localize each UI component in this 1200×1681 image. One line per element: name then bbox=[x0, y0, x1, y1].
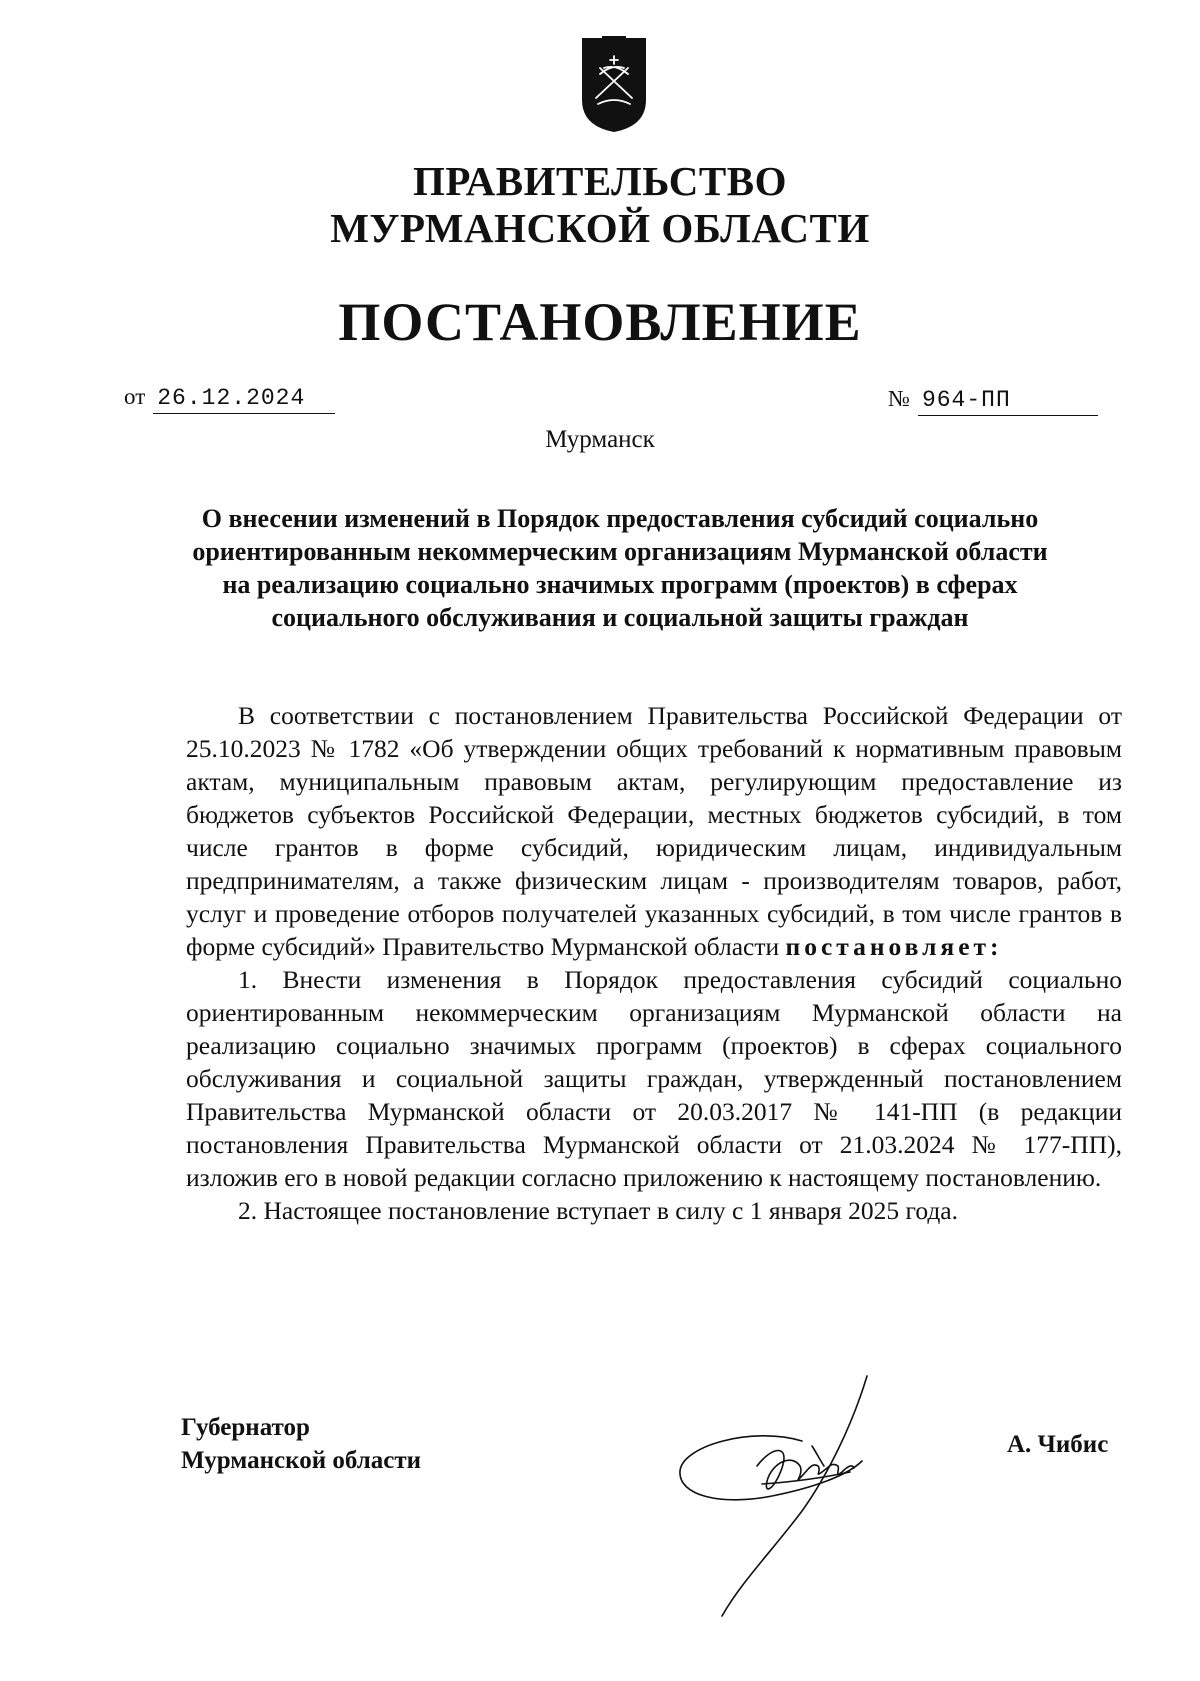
document-date-row bbox=[124, 382, 335, 414]
item-1: 1. Внести изменения в Порядок предоставления субсидий социально ориентированным некоммерческим организациям Мурманской области на реализацию социально значимых программ (проектов) в сферах социального обслуживания и социальной защиты граждан, утвержденный постановлением Правительства Мурманской области от 20.03.2017 № 141-ПП (в редакции постановления Правительства Мурманской области от 21.03.2024 № 177-ПП), изложив его в новой редакции согласно приложению к настоящему постановлению. bbox=[186, 965, 1122, 1192]
organization-name-line1: ПРАВИТЕЛЬСТВО bbox=[412, 158, 788, 204]
signature-icon bbox=[662, 1366, 932, 1636]
document-title: О внесении изменений в Порядок предоставления субсидий социально ориентированным некоммерческим организациям Мурманской области на реализацию социально значимых программ (проектов) в сферах социального обслуживания и социальной защиты граждан bbox=[192, 504, 1048, 632]
signer-position-line1: Губернатор bbox=[181, 1414, 310, 1441]
document-body bbox=[186, 699, 1122, 1227]
decree-word: постановляет: bbox=[785, 932, 1003, 961]
organization-name-line2: МУРМАНСКОЙ ОБЛАСТИ bbox=[330, 205, 870, 251]
document-date: 26.12.2024 bbox=[153, 383, 335, 414]
document-type: ПОСТАНОВЛЕНИЕ bbox=[338, 292, 862, 352]
signer-position-line2: Мурманской области bbox=[181, 1447, 422, 1474]
preamble-text: В соответствии с постановлением Правительства Российской Федерации от 25.10.2023 № 1782 «Об утверждении общих требований к нормативным правовым актам, муниципальным правовым актам, регулирующим предоставление из бюджетов субъектов Российской Федерации, местных бюджетов субсидий, в том числе грантов в форме субсидий, юридическим лицам, индивидуальным предпринимателям, а также физическим лицам - производителям товаров, работ, услуг и проведение отборов получателей указанных субсидий, в том числе грантов в форме субсидий» Правительство Мурманской области bbox=[186, 701, 1122, 961]
document-number-row bbox=[888, 384, 1098, 416]
date-prefix: от bbox=[124, 384, 146, 409]
signer-name: А. Чибис bbox=[1007, 1431, 1109, 1458]
city: Мурманск bbox=[545, 426, 655, 453]
document-number: 964-ПП bbox=[918, 385, 1098, 416]
coat-of-arms-icon bbox=[578, 34, 650, 134]
signer-position bbox=[181, 1411, 421, 1477]
preamble-paragraph bbox=[186, 699, 1122, 963]
item-2: 2. Настоящее постановление вступает в силу с 1 января 2025 года. bbox=[238, 1196, 959, 1225]
number-prefix: № bbox=[888, 386, 910, 411]
